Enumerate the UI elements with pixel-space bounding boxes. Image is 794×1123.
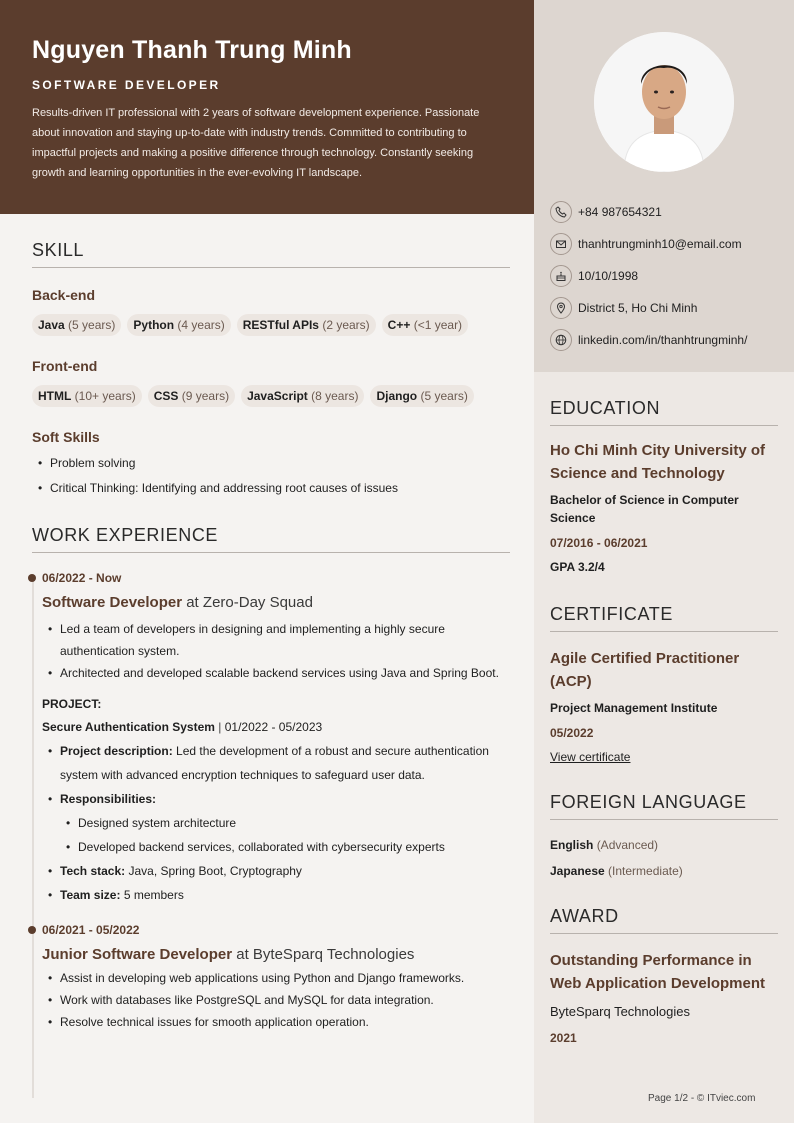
job-company: ByteSparq Technologies xyxy=(252,946,415,963)
language-item: English (Advanced) xyxy=(550,838,659,852)
soft-skills xyxy=(32,429,510,501)
job-bullet: • Work with databases like PostgreSQL and MySQL for data integration. xyxy=(42,989,510,1011)
contact-birthday-text: 10/10/1998 xyxy=(578,269,639,283)
soft-skills-title: Soft Skills xyxy=(32,429,100,445)
certificate-issuer: Project Management Institute xyxy=(550,701,718,715)
skill-pill: HTML (10+ years) xyxy=(32,385,142,407)
job-company: Zero-Day Squad xyxy=(202,594,313,611)
skill-pill: JavaScript (8 years) xyxy=(241,385,364,407)
contact-address xyxy=(550,292,747,324)
skill-pill: Django (5 years) xyxy=(370,385,473,407)
responsibility-item: • Developed backend services, collaborated with cybersecurity experts xyxy=(60,835,510,859)
job-at: at xyxy=(186,594,199,611)
project-label: PROJECT: xyxy=(42,697,102,711)
right-column xyxy=(534,0,794,1123)
job-at: at xyxy=(236,946,249,963)
globe-icon xyxy=(550,329,572,351)
project-name: Secure Authentication System | 01/2022 - 05/2023 xyxy=(42,720,323,734)
skill-pill: Python (4 years) xyxy=(127,314,230,336)
candidate-role: SOFTWARE DEVELOPER xyxy=(32,78,221,92)
project-description: • Project description: Led the development of a robust and secure authentication system with advanced encryption techniques to safeguard user data. xyxy=(42,739,510,787)
education-section-title: EDUCATION xyxy=(550,398,778,426)
language-list xyxy=(550,832,778,884)
award-year: 2021 xyxy=(550,1031,577,1045)
soft-skill-item: • Critical Thinking: Identifying and addressing root causes of issues xyxy=(32,476,510,501)
contact-email xyxy=(550,228,747,260)
contact-birthday xyxy=(550,260,747,292)
work-section-title: WORK EXPERIENCE xyxy=(32,525,510,553)
skill-pill: Java (5 years) xyxy=(32,314,121,336)
work-timeline xyxy=(32,569,510,1033)
cake-icon xyxy=(550,265,572,287)
award-section-title: AWARD xyxy=(550,906,778,934)
frontend-skills xyxy=(32,385,510,407)
education-period: 07/2016 - 06/2021 xyxy=(550,536,648,550)
frontend-title: Front-end xyxy=(32,358,98,374)
skill-section-title: SKILL xyxy=(32,240,510,268)
job-heading xyxy=(42,945,510,965)
contact-linkedin[interactable] xyxy=(550,324,747,356)
contact-phone-text: +84 987654321 xyxy=(578,205,662,219)
job-heading xyxy=(42,593,510,613)
location-pin-icon xyxy=(550,297,572,319)
header-band xyxy=(0,0,534,214)
job-position: Junior Software Developer xyxy=(42,946,233,963)
contact-linkedin-link[interactable]: linkedin.com/in/thanhtrungminh/ xyxy=(578,333,748,347)
phone-icon xyxy=(550,201,572,223)
job-entry xyxy=(32,921,510,1033)
job-bullet: • Resolve technical issues for smooth application operation. xyxy=(42,1011,510,1033)
timeline-dot xyxy=(28,926,36,934)
certificate-date: 05/2022 xyxy=(550,726,594,740)
certificate-section-title: CERTIFICATE xyxy=(550,604,778,632)
award-name: Outstanding Performance in Web Application Development xyxy=(550,952,766,992)
skill-pill: C++ (<1 year) xyxy=(382,314,468,336)
contact-phone xyxy=(550,196,747,228)
education-school: Ho Chi Minh City University of Science and Technology xyxy=(550,442,766,482)
language-section-title: FOREIGN LANGUAGE xyxy=(550,792,778,820)
skill-pill: RESTful APIs (2 years) xyxy=(237,314,376,336)
project-team-size: • Team size: 5 members xyxy=(42,883,510,907)
candidate-name: Nguyen Thanh Trung Minh xyxy=(32,36,352,64)
language-item: Japanese (Intermediate) xyxy=(550,864,683,878)
email-icon xyxy=(550,233,572,255)
job-date: 06/2021 - 05/2022 xyxy=(42,923,140,937)
certificate-name: Agile Certified Practitioner (ACP) xyxy=(550,650,740,690)
contact-email-text: thanhtrungminh10@email.com xyxy=(578,237,742,251)
avatar xyxy=(594,32,734,172)
job-position: Software Developer xyxy=(42,594,183,611)
view-certificate-link[interactable]: View certificate xyxy=(550,750,631,764)
award-org: ByteSparq Technologies xyxy=(550,1004,690,1019)
summary: Results-driven IT professional with 2 years of software development experience. Passionate about innovation and staying up-to-date with industry trends. Committed to contributing to impactful projects and making a positive difference through technology. Constantly seeking growth and learning opportunities in the ever-evolving IT landscape. xyxy=(32,107,480,179)
job-entry xyxy=(32,569,510,907)
contact-address-text: District 5, Ho Chi Minh xyxy=(578,301,698,315)
backend-skills xyxy=(32,314,510,336)
page-footer: Page 1/2 - © ITviec.com xyxy=(648,1093,756,1104)
backend-title: Back-end xyxy=(32,287,96,303)
skill-pill: CSS (9 years) xyxy=(148,385,235,407)
timeline-dot xyxy=(28,574,36,582)
contact-band xyxy=(534,0,794,372)
project-responsibilities: • Responsibilities: • Designed system architecture • Developed backend services, collaborated with cybersecurity experts xyxy=(42,787,510,859)
education-gpa: GPA 3.2/4 xyxy=(550,560,605,574)
job-bullet: • Led a team of developers in designing and implementing a highly secure authentication system. xyxy=(42,618,510,662)
right-body xyxy=(550,398,778,1045)
contact-list xyxy=(550,196,747,356)
education-degree: Bachelor of Science in Computer Science xyxy=(550,493,739,525)
responsibility-item: • Designed system architecture xyxy=(60,811,510,835)
job-date: 06/2022 - Now xyxy=(42,571,122,585)
job-bullet: • Assist in developing web applications using Python and Django frameworks. xyxy=(42,967,510,989)
project-tech-stack: • Tech stack: Java, Spring Boot, Cryptography xyxy=(42,859,510,883)
job-bullet: • Architected and developed scalable backend services using Java and Spring Boot. xyxy=(42,662,510,684)
soft-skill-item: • Problem solving xyxy=(32,451,510,476)
left-body xyxy=(32,240,510,1033)
